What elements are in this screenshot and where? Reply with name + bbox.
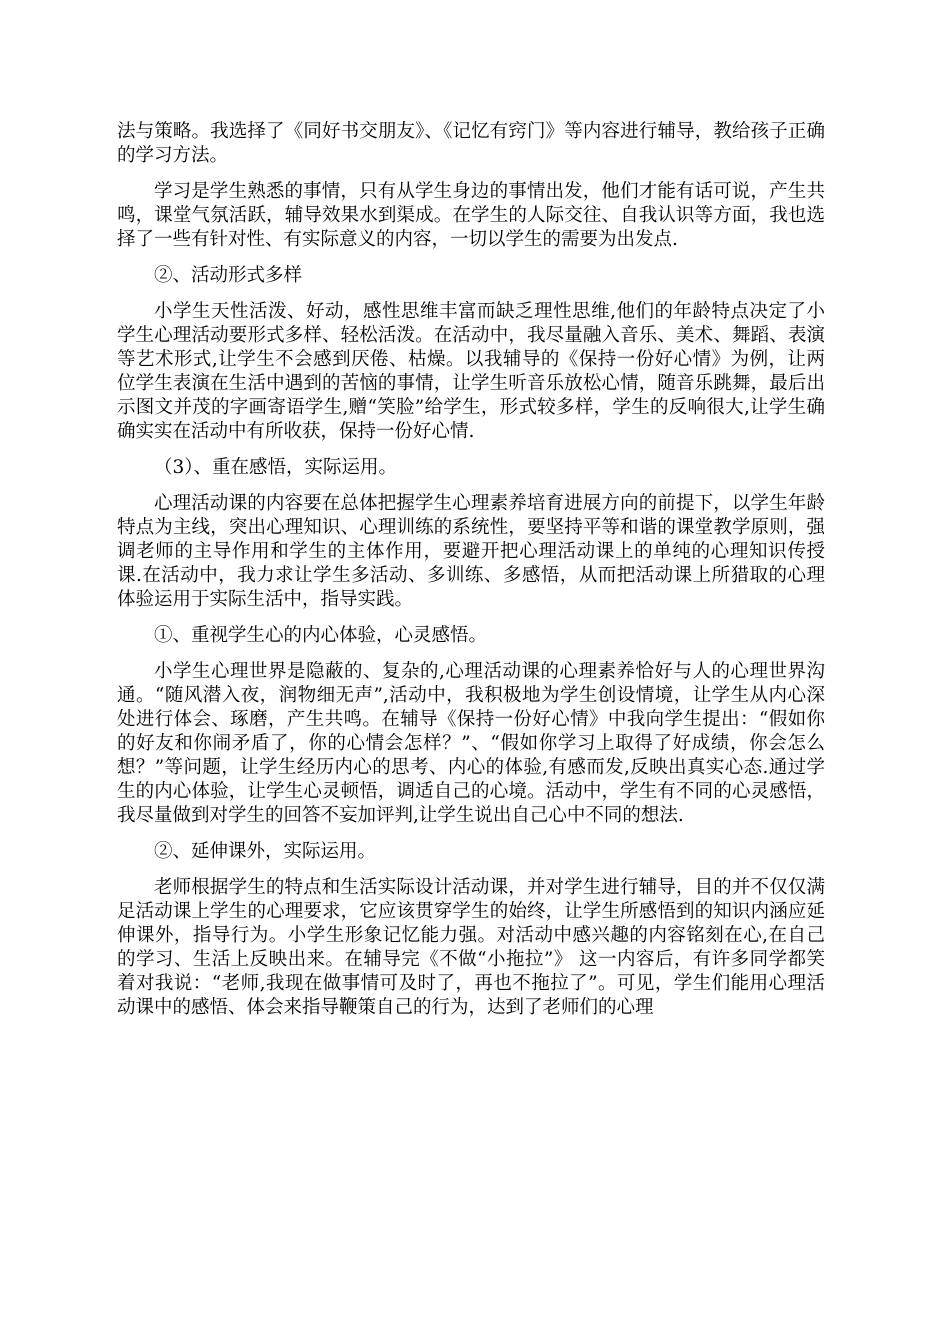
section-heading-extend-outside: ②、延伸课外，实际运用。 [154,841,377,862]
paragraph-5: 小学生心理世界是隐蔽的、复杂的,心理活动课的心理素养恰好与人的心理世界沟通。“随风潜入夜，润物细无声”,活动中，我积极地为学生创设情境，让学生从内心深处进行体会、琢磨，产生共鸣。在辅导《保持一份好心情》中我向学生提出：“假如你的好友和你闹矛盾了，你的心情会怎样？”、“假如你学习上取得了好成绩，你会怎么想？”等问题，让学生经历内心的思考、内心的体验,有感而发,反映出真实心态.通过学生的内心体验，让学生心灵顿悟，调适自己的心境。活动中，学生有不同的心灵感悟，我尽量做到对学生的回答不妄加评判,让学生说出自己心中不同的想法. [117,661,825,826]
paragraph-3: 小学生天性活泼、好动，感性思维丰富而缺乏理性思维,他们的年龄特点决定了小学生心理活动要形式多样、轻松活泼。在活动中，我尽量融入音乐、美术、舞蹈、表演等艺术形式,让学生不会感到厌倦、枯燥。以我辅导的《保持一份好心情》为例，让两位学生表演在生活中遇到的苦恼的事情，让学生听音乐放松心情，随音乐跳舞，最后出示图文并茂的字画寄语学生,赠“笑脸”给学生，形式较多样，学生的反响很大,让学生确确实实在活动中有所收获，保持一份好心情. [117,301,825,442]
paragraph-4: 心理活动课的内容要在总体把握学生心理素养培育进展方向的前提下，以学生年龄特点为主线，突出心理知识、心理训练的系统性，要坚持平等和谐的课堂教学原则，强调老师的主导作用和学生的主体作用，要避开把心理活动课上的单纯的心理知识传授课.在活动中，我力求让学生多活动、多训练、多感悟，从而把活动课上所猎取的心理体验运用于实际生活中，指导实践。 [117,493,825,610]
section-heading-3: （3）、重在感悟，实际运用。 [154,457,398,478]
paragraph-2: 学习是学生熟悉的事情，只有从学生身边的事情出发，他们才能有话可说，产生共鸣，课堂气氛活跃，辅导效果水到渠成。在学生的人际交往、自我认识等方面，我也选择了一些有针对性、有实际意义的内容，一切以学生的需要为出发点. [117,181,825,250]
paragraph-6: 老师根据学生的特点和生活实际设计活动课，并对学生进行辅导，目的并不仅仅满足活动课上学生的心理要求，它应该贯穿学生的始终，让学生所感悟到的知识内涵应延伸课外，指导行为。小学生形象记忆能力强。对活动中感兴趣的内容铭刻在心,在自己的学习、生活上反映出来。在辅导完《不做“小拖拉”》 这一内容后，有许多同学都笑着对我说：“老师,我现在做事情可及时了，再也不拖拉了”。可见，学生们能用心理活动课中的感悟、体会来指导鞭策自己的行为，达到了老师们的心理 [117,877,825,1018]
paragraph-1: 法与策略。我选择了《同好书交朋友》、《记忆有窍门》等内容进行辅导，教给孩子正确的学习方法。 [117,121,825,166]
section-heading-activity-forms: ②、活动形式多样 [154,265,303,286]
document-page [117,120,825,1032]
section-heading-inner-experience: ①、重视学生心的内心体验，心灵感悟。 [154,625,488,646]
